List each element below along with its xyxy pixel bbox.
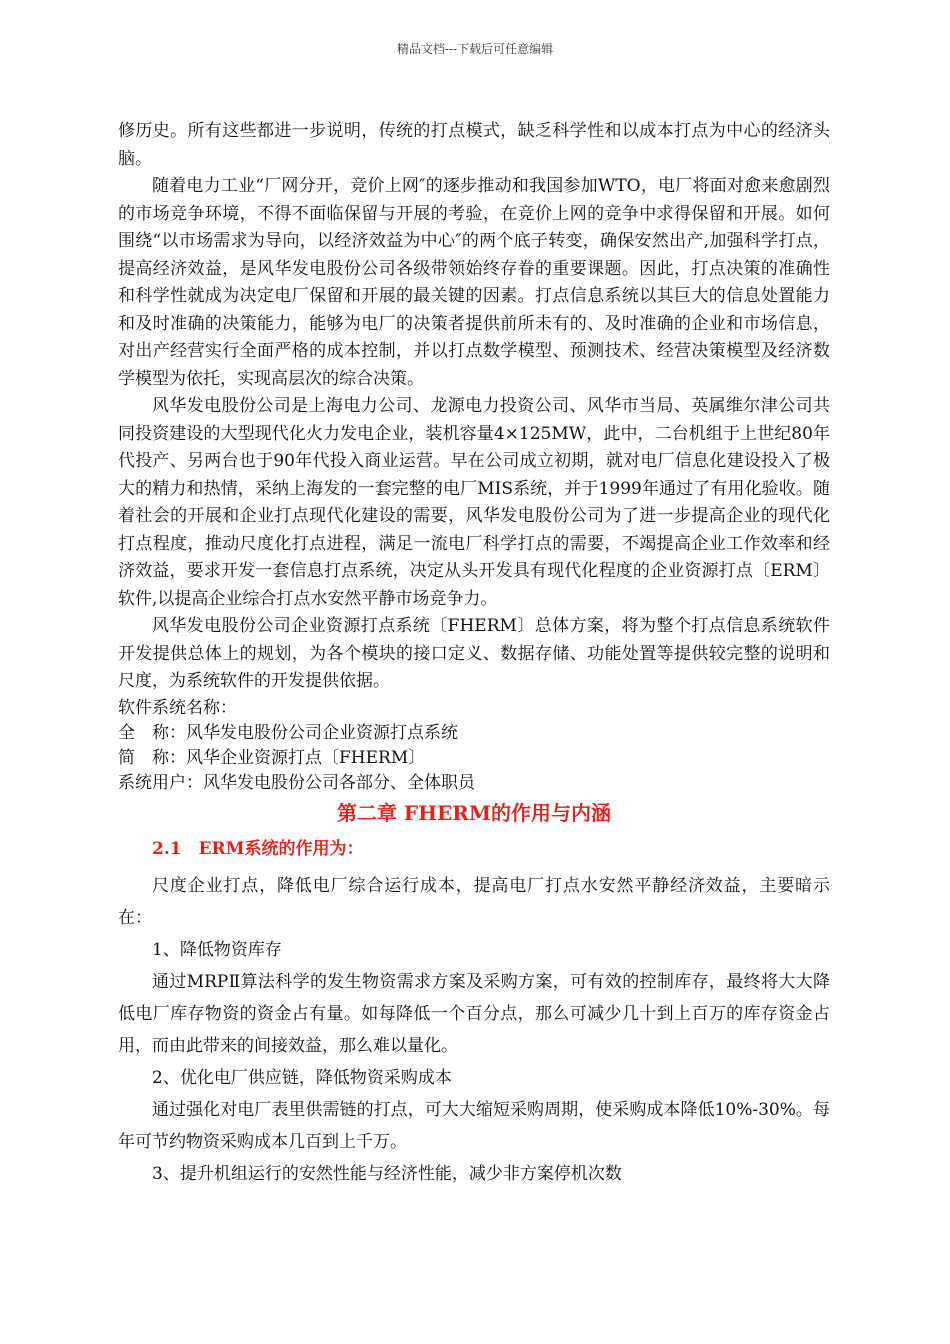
software-users: 系统用户：风华发电股份公司各部分、全体职员 [118, 772, 475, 793]
software-full-name: 全 称：风华发电股份公司企业资源打点系统 [118, 722, 458, 743]
paragraph-continued: 修历史。所有这些都进一步说明，传统的打点模式，缺乏科学性和以成本打点为中心的经济头脑。 [118, 121, 830, 169]
section-title: 2.1 ERM系统的作用为： [152, 838, 364, 859]
document-body [118, 118, 830, 1190]
paragraph-fherm-plan: 风华发电股份公司企业资源打点系统〔FHERM〕总体方案，将为整个打点信息系统软件开发提供总体上的规划，为各个模块的接口定义、数据存储、功能处置等提供较完整的说明和尺度，为系统软件的开发提供依据。 [118, 616, 830, 691]
software-short-name: 简 称：风华企业资源打点〔FHERM〕 [118, 747, 426, 768]
paragraph-market-competition: 随着电力工业“厂网分开，竞价上网″的逐步推动和我国参加WTO，电厂将面对愈来愈剧烈的市场竞争环境，不得不面临保留与开展的考验，在竞价上网的竞争中求得保留和开展。如何围绕“以市场需求为导向，以经济效益为中心″的两个底子转变，确保安然出产,加强科学打点，提高经济效益，是风华发电股份公司各级带领始终存眷的重要课题。因此，打点决策的准确性和科学性就成为决定电厂保留和开展的最关键的因素。打点信息系统以其巨大的信息处置能力和及时准确的决策能力，能够为电厂的决策者提供前所未有的、及时准确的企业和市场信息，对出产经营实行全面严格的成本控制，并以打点数学模型、预测技术、经营决策模型及经济数学模型为依托，实现高层次的综合决策。 [118, 176, 830, 389]
section-body [118, 870, 830, 1190]
software-name-title: 软件系统名称： [118, 697, 237, 718]
section-intro: 尺度企业打点，降低电厂综合运行成本，提高电厂打点水安然平静经济效益，主要暗示在： [118, 875, 830, 928]
item-1-title: 1、降低物资库存 [152, 939, 282, 960]
paragraph-company-intro: 风华发电股份公司是上海电力公司、龙源电力投资公司、风华市当局、英属维尔津公司共同投资建设的大型现代化火力发电企业，装机容量4×125MW，此中，二台机组于上世纪80年代投产、另两台也于90年代投入商业运营。早在公司成立初期，就对电厂信息化建设投入了极大的精力和热情，采纳上海发的一套完整的电厂MIS系统，并于1999年通过了有用化验收。随着社会的开展和企业打点现代化建设的需要，风华发电股份公司为了进一步提高企业的现代化打点程度，推动尺度化打点进程，满足一流电厂科学打点的需要，不竭提高企业工作效率和经济效益，要求开发一套信息打点系统，决定从头开发具有现代化程度的企业资源打点〔ERM〕软件,以提高企业综合打点水安然平静市场竞争力。 [118, 396, 830, 609]
item-2-text: 通过强化对电厂表里供需链的打点，可大大缩短采购周期，使采购成本降低10%-30%。每年可节约物资采购成本几百到上千万。 [118, 1099, 830, 1152]
item-3-title: 3、提升机组运行的安然性能与经济性能，减少非方案停机次数 [152, 1163, 622, 1184]
page-header: 精品文档---下载后可任意编辑 [396, 42, 554, 56]
chapter-title: 第二章 FHERM的作用与内涵 [336, 800, 612, 825]
item-2-title: 2、优化电厂供应链，降低物资采购成本 [152, 1067, 452, 1088]
item-1-text: 通过MRPⅡ算法科学的发生物资需求方案及采购方案，可有效的控制库存，最终将大大降低电厂库存物资的资金占有量。如每降低一个百分点，那么可减少几十到上百万的库存资金占用，而由此带来的间接效益，那么难以量化。 [118, 971, 830, 1056]
